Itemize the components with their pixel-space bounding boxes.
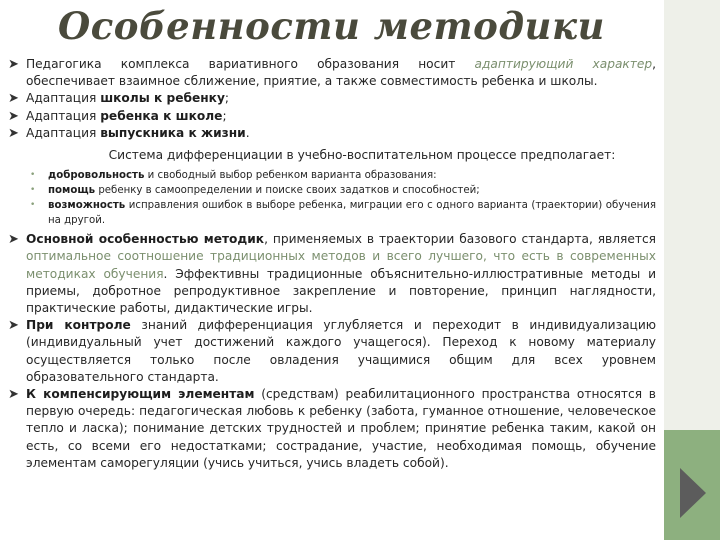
adaptive-character-text: адаптирующий характер — [474, 57, 653, 71]
differentiation-heading: Система дифференциации в учебно-воспитательном процессе предполагает: — [108, 148, 616, 163]
main-feature-paragraph: ➤ Основной особенностью методик, применяемых в траектории базового стандарта, является оптимальное соотношение традиционных методов и всего лучшего, что есть в современных методиках обучения. Эффективны традиционные объяснительно-иллюстративные методы и приемы, добротное репродуктивное закрепление и повторение, принцип наглядности, практические работы, дидактические игры. — [8, 232, 656, 316]
adaptation-graduate-item: ➤ Адаптация выпускника к жизни. — [8, 125, 250, 141]
adaptation-child-item: ➤ Адаптация ребенка к школе; — [8, 108, 227, 124]
sub-item-possibility: • возможность исправления ошибок в выборе ребенка, миграции его с одного варианта (траектории) обучения на другой. — [30, 200, 656, 227]
compensating-elements-paragraph: ➤ К компенсирующим элементам (средствам) реабилитационного пространства относятся в первую очередь: педагогическая любовь к ребенку (забота, гуманное отношение, человеческое тепло и ласка); понимание детских трудностей и проблем; принятие ребенка таким, какой он есть, со всеми его недостатками; сострадание, участие, необходимая помощь, обучение элементам саморегуляции (учись учиться, учись владеть собой). — [8, 387, 656, 470]
arrow-bullet-icon: ➤ — [8, 232, 19, 248]
intro-paragraph: ➤ Педагогика комплекса вариативного образования носит адаптирующий характер, обеспечивает взаимное сближение, приятие, а также совместимость ребенка и школы. — [8, 57, 656, 89]
dot-bullet-icon: • — [30, 170, 36, 181]
sub-item-help: • помощь ребенку в самоопределении и поиске своих задатков и способностей; — [30, 185, 480, 197]
dot-bullet-icon: • — [30, 185, 36, 196]
arrow-bullet-icon: ➤ — [8, 318, 19, 334]
sidebar-decoration — [664, 0, 720, 540]
arrow-bullet-icon: ➤ — [8, 91, 19, 107]
arrow-bullet-icon: ➤ — [8, 57, 19, 72]
arrow-bullet-icon: ➤ — [8, 387, 19, 403]
adaptation-school-item: ➤ Адаптация школы к ребенку; — [8, 91, 230, 107]
slide-content — [8, 56, 656, 472]
arrow-bullet-icon: ➤ — [8, 108, 19, 124]
dot-bullet-icon: • — [30, 200, 36, 211]
arrow-bullet-icon: ➤ — [8, 125, 19, 141]
sidebar-light-band — [664, 0, 720, 430]
optimal-ratio-text: оптимальное соотношение традиционных методов и всего лучшего, что есть в современных методиках обучения — [26, 249, 656, 281]
play-arrow-icon[interactable] — [680, 468, 706, 518]
page-title: Особенности методики — [58, 4, 605, 48]
sub-item-voluntariness: • добровольность и свободный выбор ребенком варианта образования: — [30, 170, 437, 182]
control-paragraph: ➤ При контроле знаний дифференциация углубляется и переходит в индивидуализацию (индивидуальный учет достижений каждого учащегося). Переход к новому материалу осуществляется только после овладения учащимися общим для всех уровнем образовательного стандарта. — [8, 318, 657, 384]
